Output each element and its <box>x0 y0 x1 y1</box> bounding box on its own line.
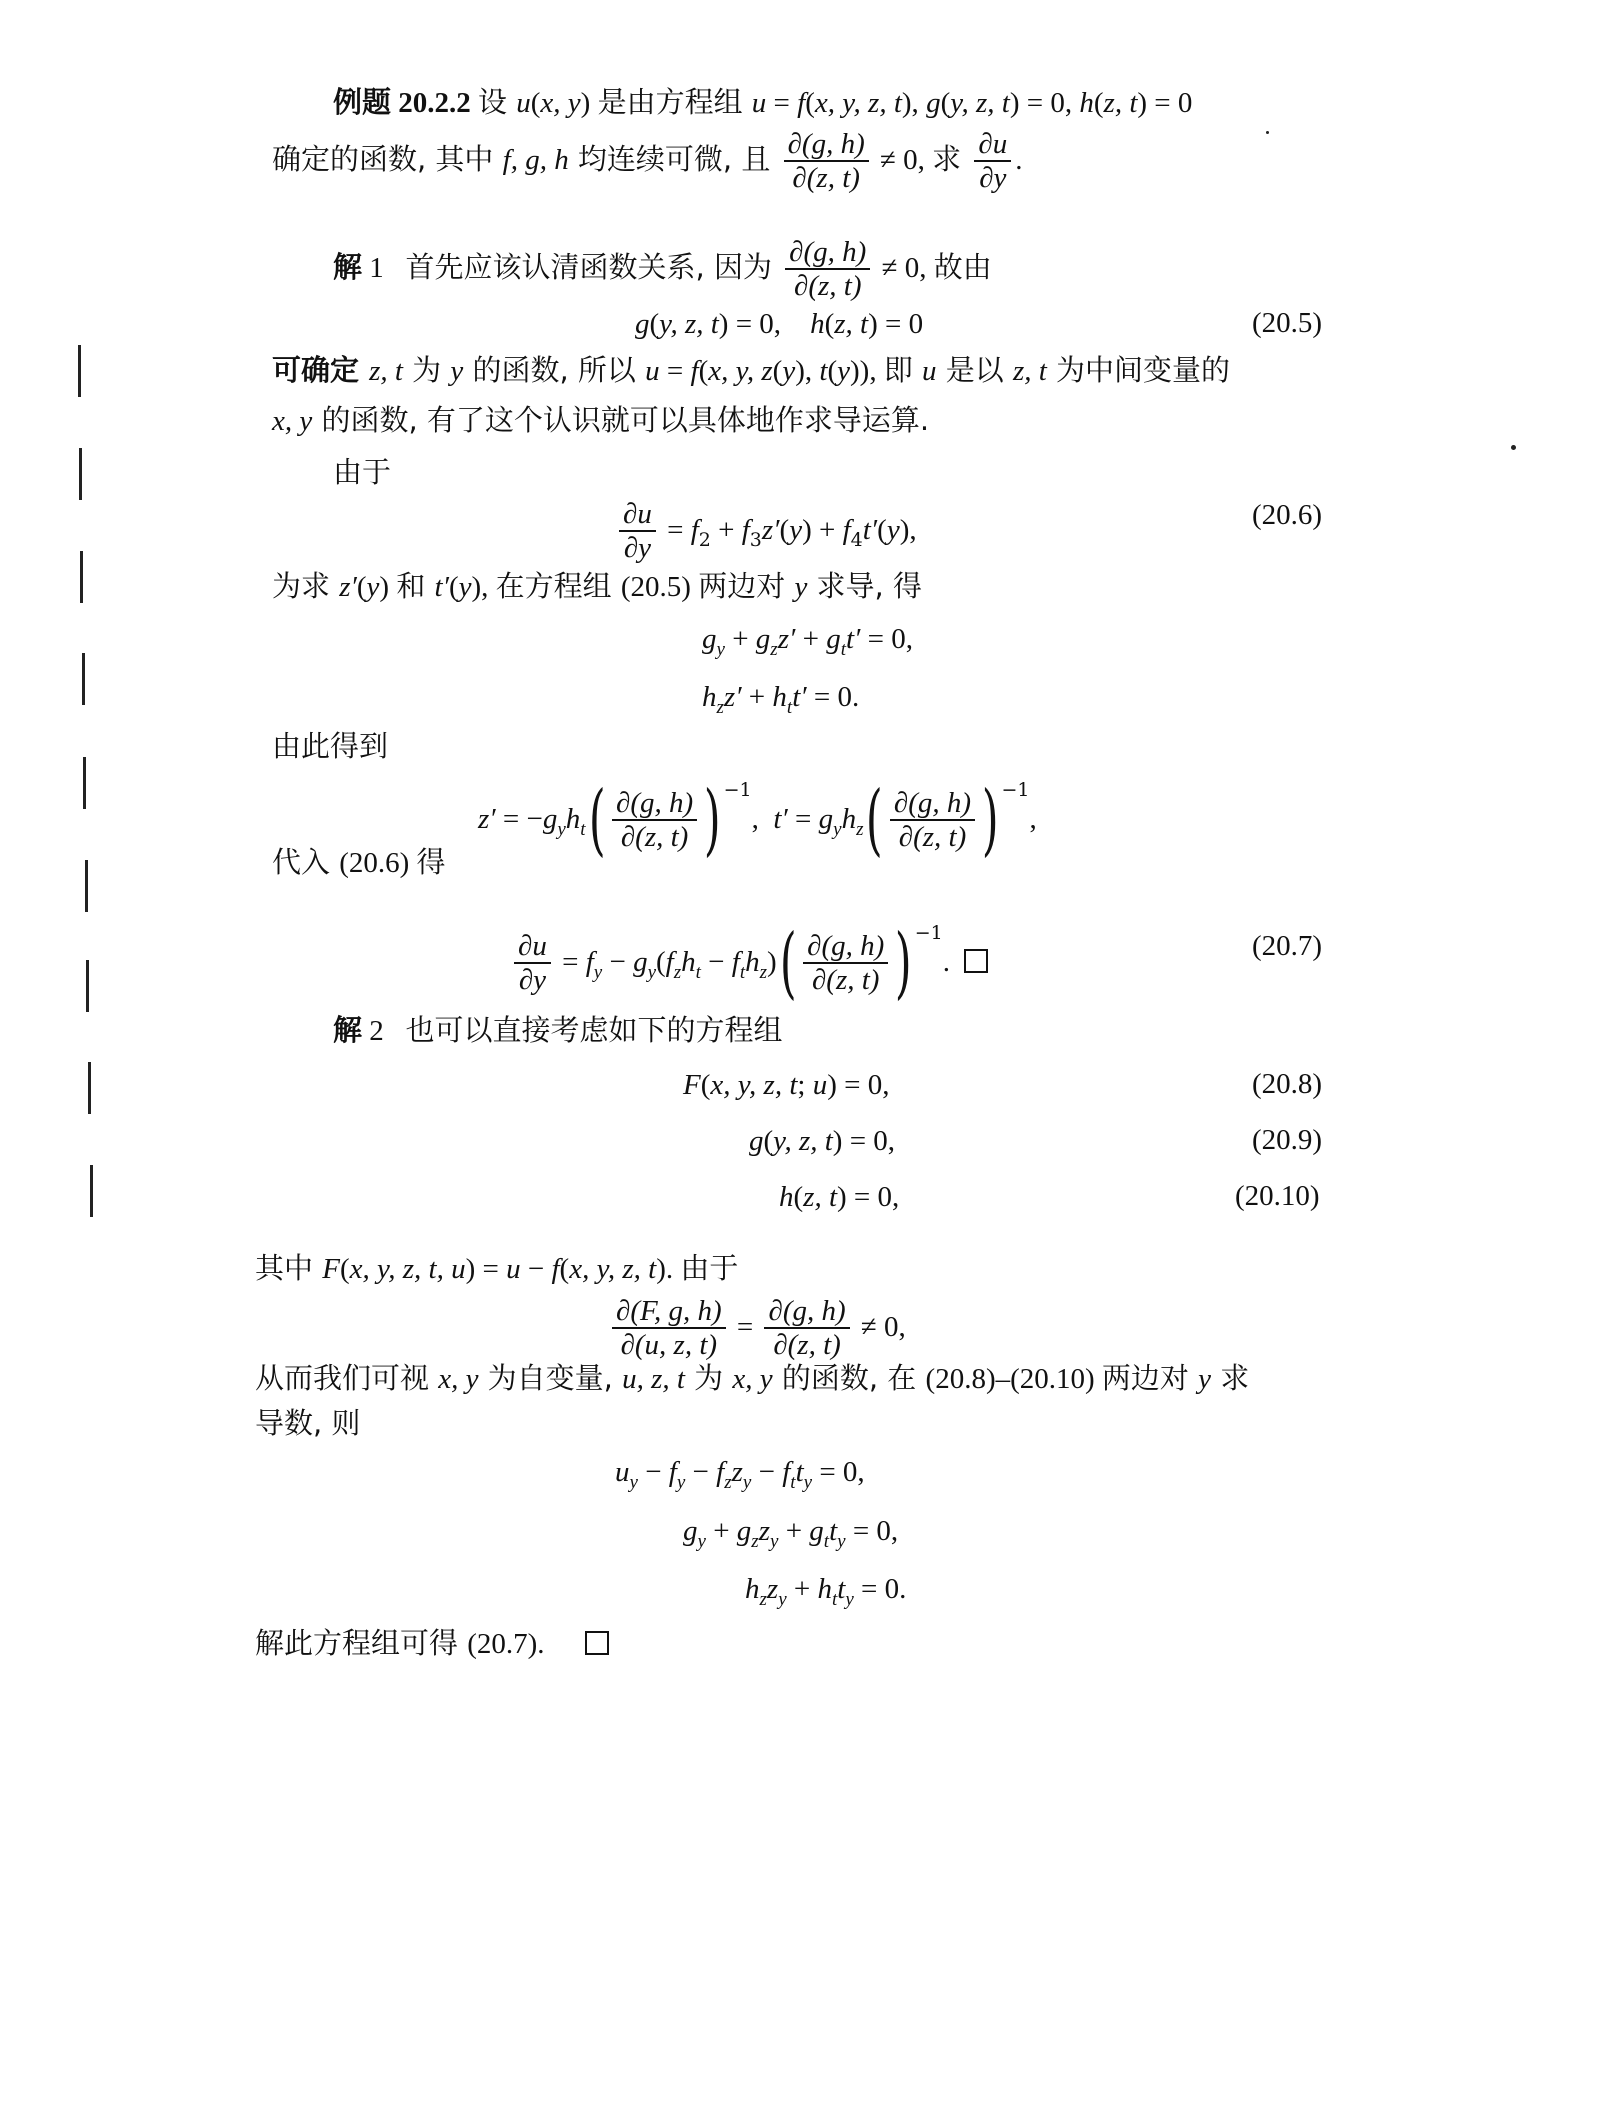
equation-z-t: $z' = -g_yh_t$( $\frac{\partial(g, h)}{\partial(z, t)}$ ) $^{-1}$, $t' = g_yh_z$( $\frac{\partial(g, h)}{\partial(z, t)}$ ) $^{-1}$, <box>478 775 1037 865</box>
equation-number: (20.6) <box>1252 499 1323 531</box>
solution2-para2: 导数, 则 <box>255 1406 361 1440</box>
solution1-para2: x, y 的函数, 有了这个认识就可以具体地作求导运算. <box>272 403 930 437</box>
system1-eq1: $g_y + g_zz' + g_tt' = 0$, <box>702 623 913 660</box>
thus-label: 由此得到 <box>272 729 389 763</box>
solution1-label: 解 <box>333 250 363 284</box>
qed-square-icon <box>585 1631 609 1655</box>
equation-20-6: $\frac{\partial u}{\partial y}$ = $f_2 + f_3z'(y) + f_4t'(y)$, <box>615 498 917 564</box>
equation-number: (20.8) <box>1252 1068 1323 1100</box>
solution2-label: 解 <box>333 1013 363 1047</box>
problem-label: 例题 <box>333 85 392 119</box>
stray-dot <box>1511 445 1516 450</box>
qed-square-icon <box>964 949 988 973</box>
system2-eq3: $h_zz_y + h_tt_y = 0$. <box>745 1573 907 1610</box>
conclusion-line: 解此方程组可得 (20.7). <box>255 1625 609 1662</box>
margin-bar <box>78 345 81 397</box>
margin-bar <box>80 551 83 603</box>
margin-bar <box>85 860 88 912</box>
equation-20-5: g(y, z, t) = 0, h(z, t) = 0 <box>635 308 924 340</box>
solution1-para1: 可确定 z, t 为 y 的函数, 所以 u = f(x, y, z(y), t(y)), 即 u 是以 z, t 为中间变量的 <box>272 353 1231 387</box>
margin-bar <box>79 448 82 500</box>
equation-number: (20.10) <box>1235 1180 1320 1212</box>
equation-20-10: h(z, t) = 0, <box>779 1181 900 1213</box>
substitute-line: 代入 (20.6) 得 <box>272 845 446 879</box>
solution1-para3: 为求 z′(y) 和 t′(y), 在方程组 (20.5) 两边对 y 求导, 得 <box>272 569 922 603</box>
margin-bar <box>82 653 85 705</box>
equation-20-9: g(y, z, t) = 0, <box>749 1125 896 1157</box>
solution2-intro: 解 2 也可以直接考虑如下的方程组 <box>333 1013 783 1047</box>
problem-line-1: 例题 20.2.2 设 u(x, y) 是由方程组 u = f(x, y, z, t), g(y, z, t) = 0, h(z, t) = 0 <box>333 85 1193 119</box>
system1-eq2: $h_zz' + h_tt' = 0$. <box>702 681 860 718</box>
equation-number: (20.9) <box>1252 1124 1323 1156</box>
since-label: 由于 <box>333 455 392 489</box>
solution1-intro: 解 1 首先应该认清函数关系, 因为 $\frac{\partial(g, h)}{\partial(z, t)}$ ≠ 0, 故由 <box>333 236 992 302</box>
equation-number: (20.7) <box>1252 930 1323 962</box>
jacobian-equation: $\frac{\partial(F, g, h)}{\partial(u, z, t)}$ = $\frac{\partial(g, h)}{\partial(z, t)}$ ≠ 0, <box>608 1295 906 1361</box>
where-line: 其中 F(x, y, z, t, u) = u − f(x, y, z, t). 由于 <box>255 1251 739 1285</box>
margin-bar <box>90 1165 93 1217</box>
margin-bar <box>83 757 86 809</box>
derivative-fraction: $\frac{\partial u}{\partial y}$ <box>974 128 1011 194</box>
equation-20-7: $\frac{\partial u}{\partial y}$ = $f_y - g_y(f_zh_t - f_th_z)$( $\frac{\partial(g, h)}{\partial(z, t)}$ ) $^{-1}$. <box>510 915 988 1002</box>
problem-line-2: 确定的函数, 其中 f, g, h 均连续可微, 且 $\frac{\partial(g, h)}{\partial(z, t)}$ ≠ 0, 求 $\frac{\partial u}{\partial y}$ . <box>272 128 1023 194</box>
stray-dot <box>1266 131 1269 134</box>
equation-number: (20.5) <box>1252 307 1323 339</box>
solution2-para1: 从而我们可视 x, y 为自变量, u, z, t 为 x, y 的函数, 在 (20.8)–(20.10) 两边对 y 求 <box>255 1361 1250 1395</box>
margin-bar <box>88 1062 91 1114</box>
margin-bar <box>86 960 89 1012</box>
jacobian-fraction: $\frac{\partial(g, h)}{\partial(z, t)}$ <box>784 128 869 194</box>
equation-20-8: F(x, y, z, t; u) = 0, <box>683 1069 890 1101</box>
system2-eq1: $u_y - f_y - f_zz_y - f_tt_y = 0$, <box>615 1456 865 1493</box>
system2-eq2: $g_y + g_zz_y + g_tt_y = 0$, <box>683 1515 899 1552</box>
